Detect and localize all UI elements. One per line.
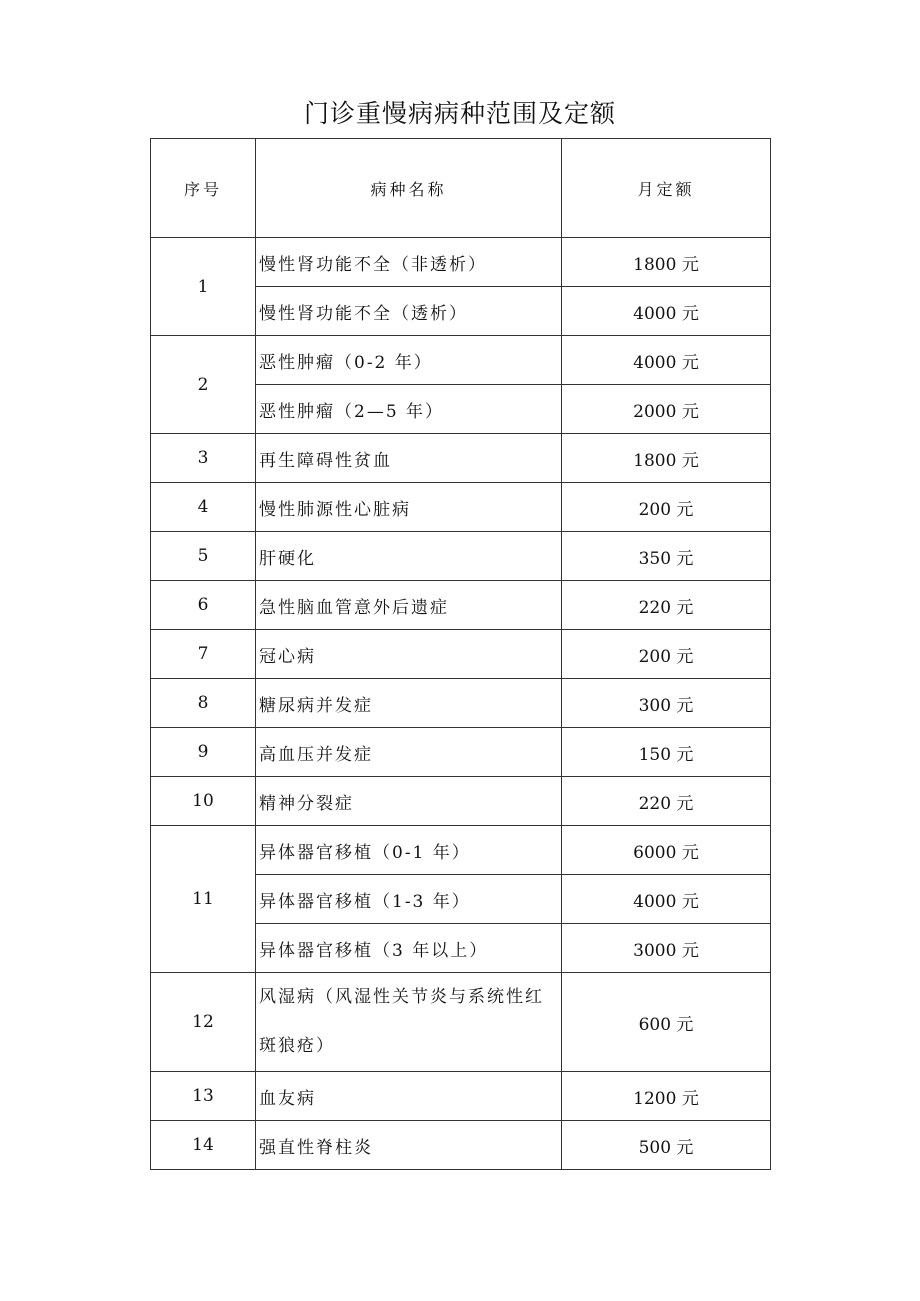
header-seq: 序号	[151, 139, 256, 238]
cell-disease: 异体器官移植（1-3 年）	[256, 875, 562, 924]
cell-seq: 1	[151, 238, 256, 336]
cell-disease: 恶性肿瘤（0-2 年）	[256, 336, 562, 385]
cell-seq: 3	[151, 434, 256, 483]
cell-disease: 肝硬化	[256, 532, 562, 581]
cell-disease: 慢性肾功能不全（透析）	[256, 287, 562, 336]
cell-seq: 12	[151, 973, 256, 1072]
table-row	[151, 483, 771, 532]
table-row	[151, 679, 771, 728]
cell-seq: 7	[151, 630, 256, 679]
cell-disease: 急性脑血管意外后遗症	[256, 581, 562, 630]
cell-seq: 8	[151, 679, 256, 728]
table-row	[151, 336, 771, 385]
cell-amount: 500 元	[562, 1121, 771, 1170]
table-row	[151, 532, 771, 581]
cell-amount: 4000 元	[562, 287, 771, 336]
cell-amount: 1200 元	[562, 1072, 771, 1121]
cell-seq: 2	[151, 336, 256, 434]
cell-disease: 高血压并发症	[256, 728, 562, 777]
cell-disease: 慢性肺源性心脏病	[256, 483, 562, 532]
cell-disease: 恶性肿瘤（2—5 年）	[256, 385, 562, 434]
page-title: 门诊重慢病病种范围及定额	[303, 99, 616, 128]
cell-disease: 强直性脊柱炎	[256, 1121, 562, 1170]
cell-disease: 风湿病（风湿性关节炎与系统性红斑狼疮）	[256, 973, 562, 1072]
cell-disease: 血友病	[256, 1072, 562, 1121]
cell-disease: 异体器官移植（3 年以上）	[256, 924, 562, 973]
header-disease: 病种名称	[256, 139, 562, 238]
cell-amount: 1800 元	[562, 434, 771, 483]
cell-disease: 异体器官移植（0-1 年）	[256, 826, 562, 875]
cell-seq: 11	[151, 826, 256, 973]
cell-seq: 13	[151, 1072, 256, 1121]
cell-disease: 慢性肾功能不全（非透析）	[256, 238, 562, 287]
cell-disease: 冠心病	[256, 630, 562, 679]
cell-amount: 200 元	[562, 483, 771, 532]
cell-disease: 精神分裂症	[256, 777, 562, 826]
header-amount: 月定额	[562, 139, 771, 238]
table-row	[151, 973, 771, 1072]
cell-amount: 300 元	[562, 679, 771, 728]
cell-amount: 1800 元	[562, 238, 771, 287]
table-row	[151, 1072, 771, 1121]
table-row	[151, 581, 771, 630]
table-row	[151, 238, 771, 287]
cell-amount: 350 元	[562, 532, 771, 581]
cell-amount: 200 元	[562, 630, 771, 679]
cell-disease: 再生障碍性贫血	[256, 434, 562, 483]
cell-amount: 150 元	[562, 728, 771, 777]
table-row	[151, 826, 771, 875]
cell-seq: 9	[151, 728, 256, 777]
cell-disease: 糖尿病并发症	[256, 679, 562, 728]
table-row	[151, 630, 771, 679]
table-row	[151, 728, 771, 777]
cell-amount: 600 元	[562, 973, 771, 1072]
table-row	[151, 777, 771, 826]
table-header-row	[151, 139, 771, 238]
cell-seq: 5	[151, 532, 256, 581]
cell-seq: 6	[151, 581, 256, 630]
cell-amount: 3000 元	[562, 924, 771, 973]
cell-amount: 4000 元	[562, 875, 771, 924]
cell-seq: 14	[151, 1121, 256, 1170]
cell-seq: 10	[151, 777, 256, 826]
quota-table	[150, 138, 771, 1170]
cell-seq: 4	[151, 483, 256, 532]
cell-amount: 6000 元	[562, 826, 771, 875]
table-body	[151, 238, 771, 1170]
cell-amount: 4000 元	[562, 336, 771, 385]
cell-amount: 2000 元	[562, 385, 771, 434]
table-row	[151, 1121, 771, 1170]
table-row	[151, 434, 771, 483]
cell-amount: 220 元	[562, 777, 771, 826]
cell-amount: 220 元	[562, 581, 771, 630]
